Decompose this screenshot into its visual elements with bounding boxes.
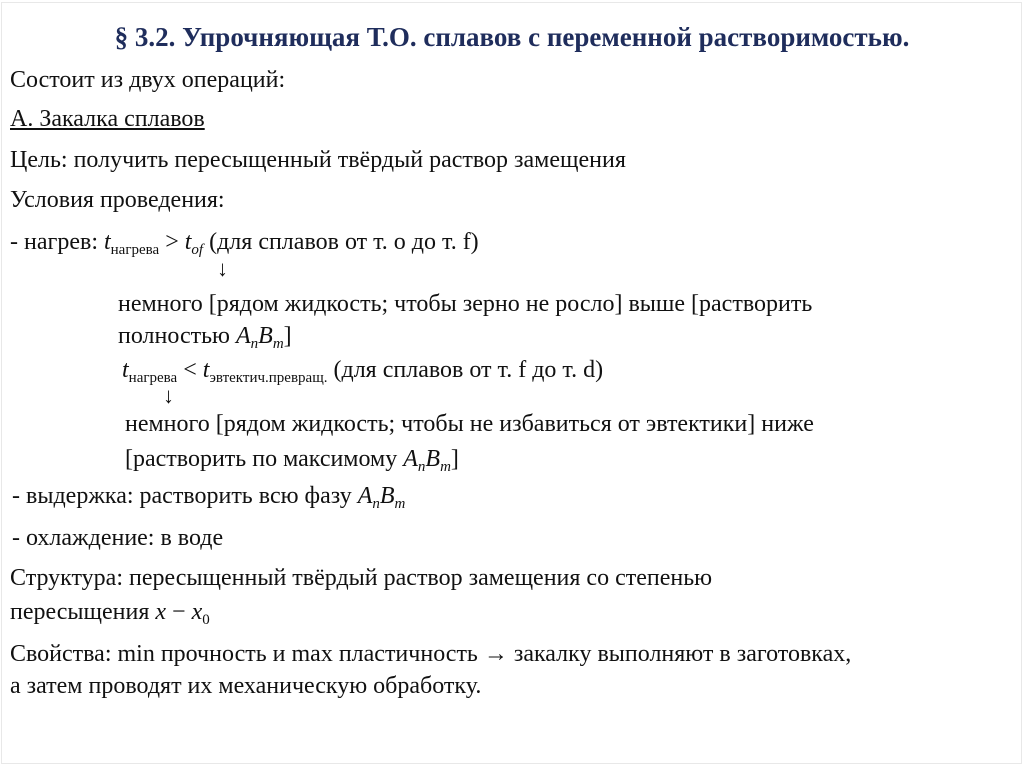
bracket: ] [283,323,292,349]
formula-sub2: of [191,242,204,258]
note-1-text: полностью [118,323,236,349]
heating-range: (для сплавов от т. f до т. d) [327,357,604,383]
formula-sub: нагрева [128,370,178,386]
phase-n: n [250,336,259,352]
properties-line-2: а затем проводят их механическую обработку. [10,673,482,699]
phase-m: m [394,496,406,512]
phase-n: n [372,496,380,512]
formula-op: > [159,229,185,255]
phase-b: B [379,483,395,509]
intro-text: Состоит из двух операций: [10,67,286,93]
formula-t: t [103,229,111,255]
phase-n: n [417,459,426,475]
holding-text: - выдержка: растворить всю фазу [12,483,358,509]
phase-m: m [440,459,451,475]
right-arrow-icon: → [483,641,508,667]
formula-op: < [177,357,203,383]
formula-x0-sub: 0 [202,612,210,628]
cooling-condition: - охлаждение: в воде [12,525,224,551]
phase-a: A [357,483,373,509]
formula-x0: x [191,599,203,625]
bracket: ] [450,446,459,472]
note-2-text: [растворить по максимому [125,446,404,472]
formula-minus: − [166,599,192,625]
heating-label: - нагрев: [10,229,104,255]
structure-line-2 [10,598,210,634]
note-1-line-1: немного [рядом жидкость; чтобы зерно не росло] выше [растворить [118,291,813,317]
phase-b: B [425,446,441,472]
note-2-line-1: немного [рядом жидкость; чтобы не избавиться от эвтектики] ниже [125,411,814,437]
formula-t: t [122,357,129,383]
conditions-heading: Условия проведения: [10,187,225,213]
heating-condition-1 [10,228,479,264]
holding-condition [12,482,405,518]
goal-text: Цель: получить пересыщенный твёрдый раствор замещения [10,147,626,173]
formula-sub: нагрева [110,242,160,258]
formula-x: x [155,599,167,625]
structure-line-1: Структура: пересыщенный твёрдый раствор замещения со степенью [10,565,713,591]
down-arrow-icon: ↓ [217,256,228,281]
formula-sub2: эвтектич.превращ. [209,370,328,386]
phase-b: B [258,323,273,349]
properties-text: Свойства: min прочность и max пластичность [10,641,484,667]
phase-a: A [403,446,418,472]
down-arrow-icon: ↓ [163,383,174,408]
phase-a: A [235,323,251,349]
note-1-line-2 [118,322,292,358]
slide-title: § 3.2. Упрочняющая Т.О. сплавов с переменной растворимостью. [114,22,910,52]
properties-line-1 [10,640,851,668]
note-2-line-2 [125,445,459,481]
formula-t2: t [184,229,192,255]
heating-range: (для сплавов от т. о до т. f) [203,229,479,255]
section-a-heading: А. Закалка сплавов [10,106,205,132]
heating-condition-2 [122,356,603,392]
formula-t2: t [202,357,210,383]
phase-m: m [272,336,284,352]
structure-text: пересыщения [10,599,156,625]
properties-conclusion: закалку выполняют в заготовках, [507,641,852,667]
